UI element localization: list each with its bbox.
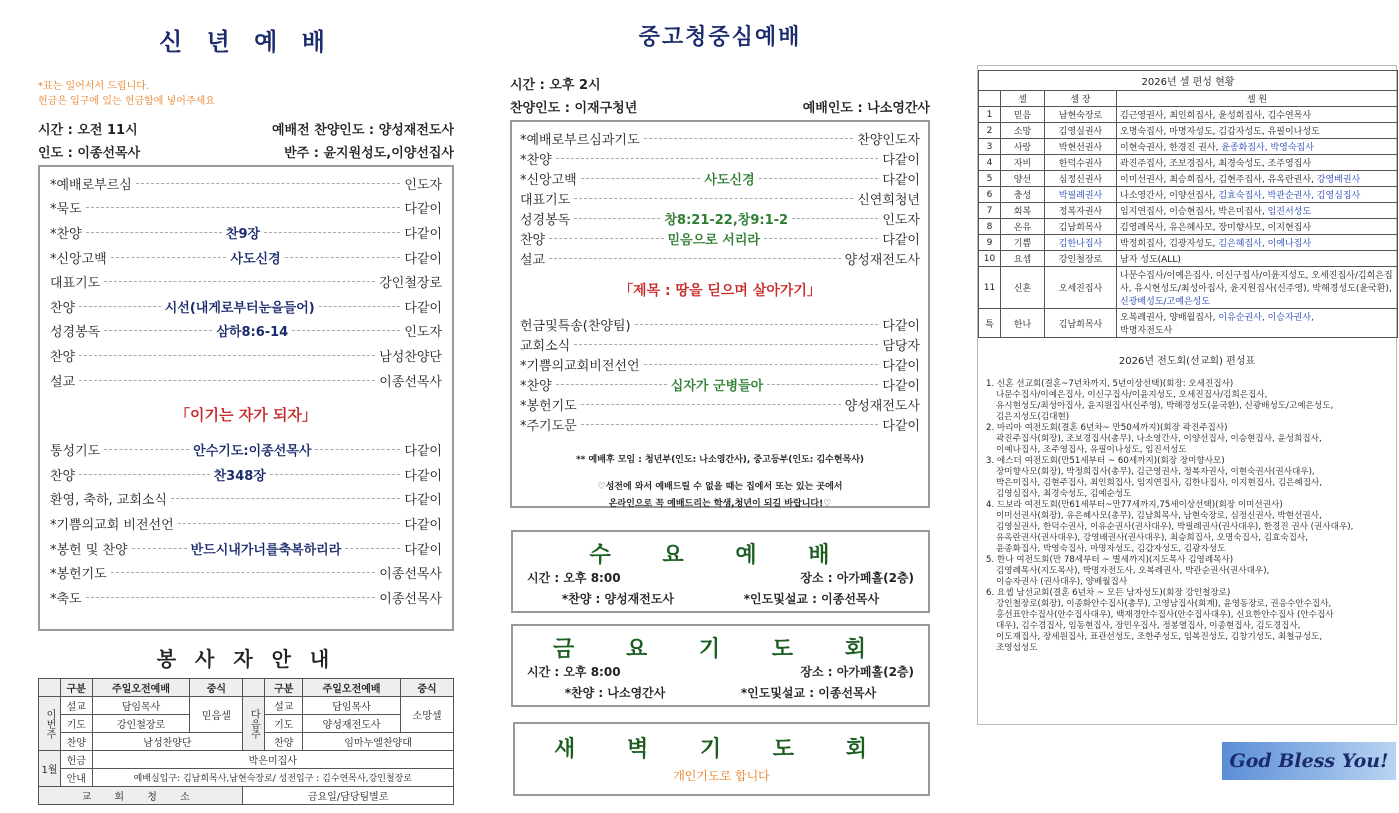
item-detail: 삼하8:6-14 (216, 325, 289, 341)
item-person: 다같이 (404, 468, 442, 484)
cell-row: 4 자비 한덕수권사 곽진주집사, 조보경집사, 최경숙성도, 조주영집사 (979, 155, 1398, 171)
cell-row: 3 사랑 박현선권사 이현숙권사, 한경진 권사, 윤종화집사, 박영숙집사 (979, 139, 1398, 155)
item-detail: 십자가 군병들아 (670, 378, 764, 394)
service-table: 구분 주일오전예배 중식 구분 주일오전예배 중식 이번주 설교 담임목사 믿음셀 다음주 설교 담임목사 소망셀 기도 강인철장로 기도 양성재전도사 찬양 남성찬양단 찬양 임마누엘찬양대 1월 헌금 박은미집사 안내 예배실입구: 김남희목사,남현숙장로/ 성전입구 : 김수연목사,강인철장로 교 회 청 소 금요일/담당팀별로 (38, 678, 454, 805)
ny-item (50, 171, 442, 196)
yt-item (520, 148, 920, 168)
ny-item (50, 220, 442, 245)
cell-row: 2 소망 김영실권사 오명숙집사, 마명자성도, 김갑자성도, 유필이나성도 (979, 123, 1398, 139)
cell-row: 11 신혼 오세진집사 나문수집사/이예은집사, 이신구집사/이윤지성도, 오세진집사/김희은집사, 유시현성도/최성아집사, 윤지원집사(신주영), 박해경성도(윤국환), 신광배성도/고예은성도 (979, 267, 1398, 309)
wednesday-box: 수 요 예 배 시간 : 오후 8:00 장소 : 아가페홀(2층) *찬양 : 양성재전도사 *인도및설교 : 이종선목사 (511, 530, 930, 613)
after-meeting: ** 예배후 모임 : 청년부(인도: 나소영간사), 중고등부(인도: 김수현목사) (575, 455, 865, 465)
ny-item (50, 294, 442, 319)
service-time: 시간 : 오전 11시 (38, 123, 138, 138)
yt-item (520, 414, 920, 434)
ny-item (50, 511, 442, 536)
ny-item (50, 560, 442, 585)
service-guide-title: 봉 사 자 안 내 (156, 647, 336, 671)
ny-item (50, 196, 442, 221)
item-label: 환영, 축하, 교회소식 (50, 493, 167, 509)
yt-item (520, 228, 920, 248)
item-detail: 창8:21-22,창9:1-2 (664, 212, 789, 228)
item-person: 다같이 (404, 226, 442, 242)
item-label: *찬양 (520, 152, 552, 168)
cell-row: 특 한나 김남희목사 오복례권사, 양배월집사, 이유순권사, 이승자권사, 박명자전도사 (979, 309, 1398, 338)
item-label: 찬양 (50, 300, 76, 316)
ny-item (50, 462, 442, 487)
item-person: 다같이 (404, 300, 442, 316)
note-standing: *표는 일어서서 드립니다. (38, 81, 150, 92)
yt-item (520, 208, 920, 228)
item-detail: 사도신경 (704, 172, 755, 188)
item-label: 설교 (50, 374, 76, 390)
item-person: 양성재전도사 (844, 398, 920, 414)
youth-sermon: 「제목 : 땅을 딛으며 살아가기」 (619, 283, 821, 299)
item-person: 다같이 (404, 493, 442, 509)
item-label: 교회소식 (520, 338, 571, 354)
item-label: *찬양 (520, 378, 552, 394)
evangelism-line: 김은지성도(김대현) (996, 412, 1070, 422)
evangelism-line: 나문수집사/이예은집사, 이신구집사/이윤지성도, 오세진집사/김희은집사, (996, 390, 1268, 400)
item-label: *예배로부르심 (50, 177, 132, 193)
yt-item (520, 354, 920, 374)
evangelism-line: 이도재집사, 장세원집사, 표관선성도, 조한주성도, 임복진성도, 김창기성도, 최철규성도, (996, 632, 1323, 642)
item-detail: 믿음으로 서리라 (667, 232, 760, 248)
item-person: 다같이 (882, 358, 920, 374)
evangelism-line: 홍선표안수집사(안수집사대우), 백재경안수집사(안수집사대우), 신요한안수집사 (안수집사 (996, 610, 1334, 620)
evangelism-line: 5. 한나 여전도회(만 78세부터 ~ 별세까지)(지도목사 김영례목사) (986, 555, 1234, 565)
item-person: 다같이 (404, 202, 442, 218)
item-label: *신앙고백 (50, 251, 107, 267)
cell-row: 8 온유 김남희목사 김영례목사, 유은혜사모, 장미향사모, 이지현집사 (979, 219, 1398, 235)
yt-item (520, 248, 920, 268)
yt-item (520, 314, 920, 334)
item-label: 대표기도 (520, 192, 571, 208)
evangelism-line: 이예나집사, 조주영집사, 유필이나성도, 임진서성도 (996, 445, 1187, 455)
evangelism-line: 박은미집사, 김현주집사, 최인희집사, 임지연집사, 김한나집사, 이지현집사, 김은혜집사, (996, 478, 1323, 488)
cell-table: 2026년 셀 편성 현황 셀 셀 장 셀 원 1 믿음 남현숙장로 김근영권사, 최인희집사, 윤성희집사, 김수연목사 2 소망 김영실권사 오명숙집사, 마명자성도, 김갑자성도, 유필이나성도 3 사랑 박현선권사 이현숙권사, 한경진 권사, 윤종화집사, 박영숙집사 4 자비 한덕수권사 곽진주집사, 조보경집사, 최경숙성도, 조주영집사 5 양선 심정신권사 이미선권사, 최승희집사, 김현주집사, 유옥란권사, 강영배권사 6 충성 박필례권사 나소영간사, 이양선집사, 김효숙집사, 박관순권사, 김영심집사 7 회복 정복자권사 임지연집사, 이승현집사, 박은미집사, 임진서성도 8 온유 김남희목사 김영례목사, 유은혜사모, 장미향사모, 이지현집사 9 기쁨 김한나집사 박정희집사, 김광자성도, 김은혜집사, 이예나집사 10 요셉 강인철장로 남자 성도(ALL) 11 신혼 오세진집사 나문수집사/이예은집사, 이신구집사/이윤지성도, 오세진집사/김희은집사, 유시현성도/최성아집사, 윤지원집사(신주영), 박해경성도(윤국환), 신광배성도/고예은성도 특 한나 김남희목사 오복례권사, 양배월집사, 이유순권사, 이승자권사, 박명자전도사 (978, 70, 1398, 338)
evangelism-line: 조영섭성도 (996, 643, 1038, 653)
item-label: *봉헌기도 (50, 567, 107, 583)
item-person: 남성찬양단 (379, 349, 442, 365)
item-person: 강인철장로 (379, 276, 442, 292)
this-week: 이번주 (39, 697, 61, 751)
item-person: 다같이 (882, 318, 920, 334)
item-label: *신앙고백 (520, 172, 577, 188)
online-note-1: ♡성전에 와서 예배드릴 수 없을 때는 집에서 또는 있는 곳에서 (597, 482, 843, 492)
evangelism-line: 곽진주집사(회장), 조보경집사(총무), 나소영간사, 이양선집사, 이승현집사, 윤성희집사, (996, 434, 1322, 444)
service-leader: 인도 : 이종선목사 (38, 146, 141, 161)
item-detail: 안수기도:이종선목사 (193, 444, 312, 460)
item-detail: 사도신경 (230, 251, 281, 267)
cell-row: 1 믿음 남현숙장로 김근영권사, 최인희집사, 윤성희집사, 김수연목사 (979, 107, 1398, 123)
youth-time: 시간 : 오후 2시 (510, 78, 601, 93)
item-person: 다같이 (882, 172, 920, 188)
item-person: 인도자 (404, 177, 442, 193)
yt-item (520, 188, 920, 208)
evangelism-line: 대우), 김수겸집사, 임동현집사, 장민우집사, 정봉열집사, 이종현집사, 김도경집사, (996, 621, 1301, 631)
cell-panel (977, 65, 1397, 725)
yt-item (520, 128, 920, 148)
online-note-2: 온라인으로 꼭 예배드리는 학생,청년이 되길 바랍니다!♡ (608, 499, 832, 509)
evangelism-line: 유시현성도/최성아집사, 윤지원집사(신주영), 박해경성도(윤국환), 신광배성도/고예은성도, (996, 401, 1334, 411)
item-label: 성경봉독 (520, 212, 571, 228)
item-label: 찬양 (520, 232, 546, 248)
evangelism-title: 2026년 전도회(선교회) 편성표 (1118, 356, 1256, 367)
evangelism-list (978, 367, 1396, 654)
evangelism-line: 유옥란권사(권사대우), 강영배권사(권사대우), 최승희집사, 오명숙집사, 김효숙집사, (996, 533, 1308, 543)
ny-item (50, 269, 442, 294)
praise-leader: 예배전 찬양인도 : 양성재전도사 (271, 123, 454, 138)
item-label: *기쁨의교회비전선언 (520, 358, 640, 374)
youth-praise: 찬양인도 : 이재구청년 (510, 101, 638, 116)
next-week: 다음주 (243, 697, 265, 751)
god-bless-banner: God Bless You! (1222, 742, 1396, 780)
evangelism-line: 1. 신혼 선교회(결혼~7년차까지, 5년이상선택)(회장: 오세진집사) (986, 379, 1234, 389)
ny-item (50, 536, 442, 561)
accompanist: 반주 : 윤지원성도,이양선집사 (284, 146, 454, 161)
item-person: 찬양인도자 (857, 132, 920, 148)
item-person: 신연희청년 (857, 192, 920, 208)
cell-row: 9 기쁨 김한나집사 박정희집사, 김광자성도, 김은혜집사, 이예나집사 (979, 235, 1398, 251)
item-label: *봉헌 및 찬양 (50, 542, 128, 558)
item-label: 헌금및특송(찬양팀) (520, 318, 631, 334)
item-person: 다같이 (882, 418, 920, 434)
item-label: *기쁨의교회 비전선언 (50, 517, 174, 533)
sermon-title: 「이기는 자가 되자」 (175, 406, 317, 425)
youth-title: 중고청중심예배 (638, 25, 802, 50)
yt-item (520, 374, 920, 394)
item-person: 양성재전도사 (844, 252, 920, 268)
item-label: *주기도문 (520, 418, 577, 434)
item-label: 대표기도 (50, 276, 101, 292)
ny-item (50, 368, 442, 393)
evangelism-line: 이미선권사(회장), 유은혜사모(총무), 김남희목사, 남현숙장로, 심정신권사, 박현선권사, (996, 511, 1322, 521)
youth-leader: 예배인도 : 나소영간사 (802, 101, 930, 116)
evangelism-line: 김영실권사, 한덕수권사, 이유순권사(권사대우), 박필례권사(권사대우), 한경진 권사 (권사대우), (996, 522, 1354, 532)
yt-item (520, 394, 920, 414)
evangelism-line: 4. 드보라 여전도회(만61세부터~만77세까지,75세이상선택)(회장 이미선권사) (986, 500, 1283, 510)
ny-item (50, 487, 442, 512)
evangelism-line: 김영례목사(지도목사), 박명자전도사, 오복례권사, 박관순권사(권사대우), (996, 566, 1270, 576)
item-label: *축도 (50, 591, 82, 607)
item-person: 다같이 (404, 542, 442, 558)
cell-row: 5 양선 심정신권사 이미선권사, 최승희집사, 김현주집사, 유옥란권사, 강영배권사 (979, 171, 1398, 187)
item-label: *찬양 (50, 226, 82, 242)
ny-item (50, 437, 442, 462)
item-person: 이종선목사 (379, 591, 442, 607)
item-label: 설교 (520, 252, 546, 268)
evangelism-line: 6. 요셉 남선교회(결혼 6년차 ~ 모든 남자성도)(회장 강인철장로) (986, 588, 1231, 598)
item-detail: 찬9장 (225, 226, 261, 242)
item-person: 인도자 (404, 325, 442, 341)
cell-row: 10 요셉 강인철장로 남자 성도(ALL) (979, 251, 1398, 267)
item-label: 통성기도 (50, 444, 101, 460)
item-label: *예배로부르심과기도 (520, 132, 640, 148)
yt-item (520, 168, 920, 188)
ny-item (50, 245, 442, 270)
order-of-worship (38, 165, 454, 631)
item-person: 이종선목사 (379, 374, 442, 390)
friday-box: 금 요 기 도 회 시간 : 오후 8:00 장소 : 아가페홀(2층) *찬양 : 나소영간사 *인도및설교 : 이종선목사 (511, 624, 930, 707)
yt-item (520, 334, 920, 354)
new-year-title: 신 년 예 배 (159, 28, 333, 56)
item-person: 다같이 (882, 152, 920, 168)
item-detail: 시선(내게로부터눈을들어) (164, 300, 315, 316)
note-offering: 헌금은 입구에 있는 헌금함에 넣어주세요 (38, 96, 215, 107)
evangelism-line: 3. 에스더 여전도회(만51세부터 ~ 60세까지)(회장 장미향사모) (986, 456, 1225, 466)
item-detail: 찬348장 (213, 468, 266, 484)
evangelism-line: 이승자권사 (권사대우), 양배월집사 (996, 577, 1128, 587)
youth-order (510, 120, 930, 508)
item-person: 다같이 (404, 444, 442, 460)
item-label: *묵도 (50, 202, 82, 218)
item-person: 이종선목사 (379, 567, 442, 583)
ny-item (50, 343, 442, 368)
ny-item (50, 319, 442, 344)
dawn-box: 새 벽 기 도 회 개인기도로 합니다 (513, 722, 930, 796)
ny-item (50, 585, 442, 610)
cell-row: 7 회복 정복자권사 임지연집사, 이승현집사, 박은미집사, 임진서성도 (979, 203, 1398, 219)
item-detail: 반드시내가너를축복하리라 (190, 542, 342, 558)
item-person: 다같이 (882, 232, 920, 248)
item-label: *봉헌기도 (520, 398, 577, 414)
evangelism-line: 장미향사모(회장), 박정희집사(총무), 김근영권사, 정복자권사, 이현숙권사(권사대우), (996, 467, 1315, 477)
evangelism-line: 윤종화집사, 박영숙집사, 마명자성도, 김갑자성도, 김광자성도 (996, 544, 1226, 554)
evangelism-line: 강인철장로(회장), 이종화안수집사(총무), 고영남집사(회계), 윤영동장로, 권응수안수집사, (996, 599, 1332, 609)
item-person: 인도자 (882, 212, 920, 228)
item-person: 다같이 (882, 378, 920, 394)
item-person: 다같이 (404, 517, 442, 533)
evangelism-line: 김영심집사, 최경숙성도, 김예순성도 (996, 489, 1132, 499)
item-label: 찬양 (50, 349, 76, 365)
item-person: 담당자 (882, 338, 920, 354)
item-label: 찬양 (50, 468, 76, 484)
item-person: 다같이 (404, 251, 442, 267)
item-label: 성경봉독 (50, 325, 101, 341)
evangelism-line: 2. 마리아 여전도회(결혼 6년차~ 만50세까지)(회장 곽진주집사) (986, 423, 1228, 433)
cell-row: 6 충성 박필례권사 나소영간사, 이양선집사, 김효숙집사, 박관순권사, 김영심집사 (979, 187, 1398, 203)
